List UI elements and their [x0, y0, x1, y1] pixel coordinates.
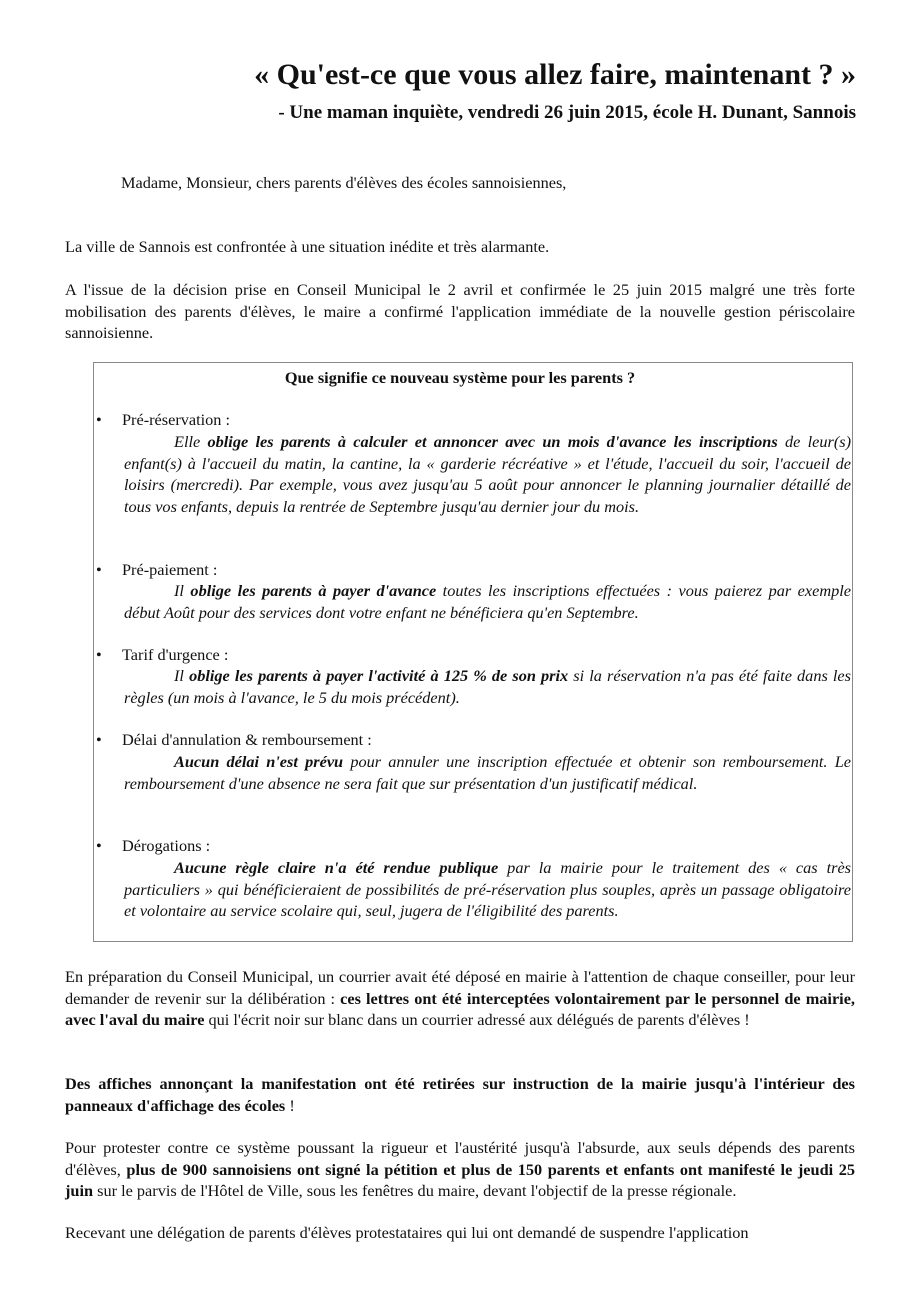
emphasis: oblige les parents à calculer et annoncer avec un mois d'avance les inscriptions — [207, 432, 778, 451]
emphasis: ces lettres ont été interceptées volontairement par le personnel de mairie, avec l'aval du maire — [65, 988, 856, 1029]
bullet-icon: • — [96, 560, 102, 579]
list-item-body: Aucun délai n'est prévu pour annuler une inscription effectuée et obtenir son remboursement. Le remboursement d'une absence ne sera fait que sur présentation d'un justificatif médical. — [124, 752, 852, 793]
bullet-icon: • — [96, 645, 102, 664]
emphasis: Aucun délai n'est prévu — [174, 752, 344, 771]
paragraph-delegation: Recevant une délégation de parents d'élèves protestataires qui lui ont demandé de suspendre l'application — [65, 1223, 749, 1242]
emphasis: oblige les parents à payer l'activité à 125 % de son prix — [189, 666, 569, 685]
list-item-label: • Pré-paiement : — [96, 560, 218, 579]
emphasis: plus de 900 sannoisiens ont signé la pétition et plus de 150 parents et enfants ont manifesté le jeudi 25 juin — [65, 1159, 855, 1200]
list-item-label: • Délai d'annulation & remboursement : — [96, 730, 372, 749]
bullet-icon: • — [96, 410, 102, 429]
page-subtitle: - Une maman inquiète, vendredi 26 juin 2015, école H. Dunant, Sannois — [278, 102, 856, 123]
list-item-body: Elle oblige les parents à calculer et annoncer avec un mois d'avance les inscriptions de leur(s) enfant(s) à l'accueil du matin, la cantine, la « garderie récréative » et l'étude, l'accueil du soir, l'accueil de loisirs (mercredi). Par exemple, vous avez jusqu'au 5 août pour annoncer le planning journalier détaillé de tous vos enfants, depuis la rentrée de Septembre jusqu'au dernier jour du mois. — [124, 432, 852, 516]
bullet-icon: • — [96, 730, 102, 749]
emphasis: Aucune règle claire n'a été rendue publique — [174, 858, 499, 877]
list-item-body: Aucune règle claire n'a été rendue publique par la mairie pour le traitement des « cas très particuliers » qui bénéficieraient de possibilités de pré-réservation plus souples, après un passage obligatoire et volontaire au service scolaire qui, seul, jugera de l'éligibilité des parents. — [124, 858, 852, 920]
list-item-body: Il oblige les parents à payer d'avance toutes les inscriptions effectuées : vous paierez par exemple début Août pour des services dont votre enfant ne bénéficiera qu'en Septembre. — [124, 581, 852, 622]
list-item-body: Il oblige les parents à payer l'activité à 125 % de son prix si la réservation n'a pas été faite dans les règles (un mois à l'avance, le 5 du mois précédent). — [124, 666, 851, 707]
list-item-label: • Dérogations : — [96, 836, 211, 855]
paragraph-protest: Pour protester contre ce système poussant la rigueur et l'austérité jusqu'à l'absurde, aux seuls dépends des parents d'élèves, plus de 900 sannoisiens ont signé la pétition et plus de 150 parents et enfants ont manifesté le jeudi 25 juin sur le parvis de l'Hôtel de Ville, sous les fenêtres du maire, devant l'objectif de la presse régionale. — [65, 1138, 855, 1200]
list-item-label: • Pré-réservation : — [96, 410, 231, 429]
bullet-icon: • — [96, 836, 102, 855]
info-box-title: Que signifie ce nouveau système pour les parents ? — [284, 368, 636, 387]
list-item-label: • Tarif d'urgence : — [96, 645, 229, 664]
paragraph-affiches: Des affiches annonçant la manifestation ont été retirées sur instruction de la mairie jusqu'à l'intérieur des panneaux d'affichage des écoles ! — [65, 1074, 855, 1115]
page-title: « Qu'est-ce que vous allez faire, maintenant ? » — [254, 58, 856, 91]
emphasis: Des affiches annonçant la manifestation ont été retirées sur instruction de la mairie jusqu'à l'intérieur des panneaux d'affichage des écoles — [65, 1074, 855, 1115]
emphasis: oblige les parents à payer d'avance — [190, 581, 437, 600]
paragraph-courrier: En préparation du Conseil Municipal, un courrier avait été déposé en mairie à l'attention de chaque conseiller, pour leur demander de revenir sur la délibération : ces lettres ont été interceptées volontairement par le personnel de mairie, avec l'aval du maire qui l'écrit noir sur blanc dans un courrier adressé aux délégués de parents d'élèves ! — [65, 967, 856, 1029]
paragraph-situation: La ville de Sannois est confrontée à une situation inédite et très alarmante. — [65, 237, 550, 256]
greeting: Madame, Monsieur, chers parents d'élèves des écoles sannoisiennes, — [121, 173, 567, 192]
paragraph-decision: A l'issue de la décision prise en Conseil Municipal le 2 avril et confirmée le 25 juin 2015 malgré une très forte mobilisation des parents d'élèves, le maire a confirmé l'application immédiate de la nouvelle gestion périscolaire sannoisienne. — [65, 280, 855, 342]
